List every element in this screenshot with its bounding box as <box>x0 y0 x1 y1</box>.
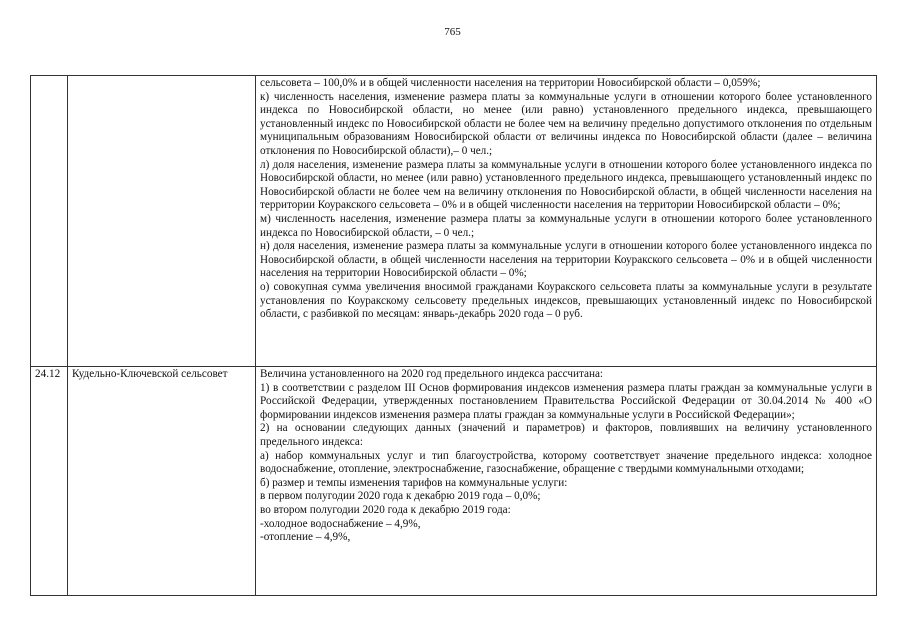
paragraph: сельсовета – 100,0% и в общей численности населения на территории Новосибирской области – 0,059%; <box>260 77 761 89</box>
document-table <box>30 75 877 596</box>
municipality-name-cell: Кудельно-Ключевской сельсовет <box>68 367 256 596</box>
paragraph: 2) на основании следующих данных (значений и параметров) и факторов, повлиявших на величину установленного предельного индекса: <box>260 422 872 448</box>
paragraph: о) совокупная сумма увеличения вносимой гражданами Коуракского сельсовета платы за коммунальные услуги в результате установления по Коуракскому сельсовету предельных индексов, превышающих установленный индекс по Новосибирской области, с разбивкой по месяцам: январь-декабрь 2020 года – 0 руб. <box>260 280 872 321</box>
paragraph: а) набор коммунальных услуг и тип благоустройства, которому соответствует значение предельного индекса: холодное водоснабжение, отопление, электроснабжение, газоснабжение, обращение с твердыми коммунальными отходами; <box>260 449 872 476</box>
paragraph: л) доля населения, изменение размера платы за коммунальные услуги в отношении которого более установленного индекса по Новосибирской области, но менее (или равно) установленного предельного индекса, превышающего установленный индекс по Новосибирской области не более чем на величину отклонения по Новосибирской области, в общей численности населения на территории Коуракского сельсовета – 0% и в общей численности населения на территории Новосибирской области – 0%; <box>260 158 872 212</box>
page-number: 765 <box>444 26 461 38</box>
paragraph: к) численность населения, изменение размера платы за коммунальные услуги в отношении которого более установленного индекса по Новосибирской области, но менее (или равно) установленного предельного индекса, превышающего установленный индекс по Новосибирской области не более чем на величину предельно допустимого отклонения по отдельным муниципальным образованиям Новосибирской области от величины индекса по Новосибирской области (далее – величина отклонения по Новосибирской области),– 0 чел.; <box>260 90 872 157</box>
paragraph: 1) в соответствии с разделом III Основ формирования индексов изменения размера платы граждан за коммунальные услуги в Российской Федерации, утвержденных постановлением Правительства Российской Федерации от 30.04.2014 № 400 «О формировании индексов изменения размера платы граждан за коммунальные услуги в Российской Федерации»; <box>260 381 872 421</box>
description-cell <box>256 367 877 596</box>
table-row <box>31 367 877 596</box>
paragraph: н) доля населения, изменение размера платы за коммунальные услуги в отношении которого более установленного индекса по Новосибирской области, в общей численности населения на территории Коуракского сельсовета – 0% и в общей численности населения на территории Новосибирской области – 0%; <box>260 240 872 280</box>
row-number-cell <box>31 76 68 367</box>
description-cell <box>256 76 877 367</box>
paragraph: -холодное водоснабжение – 4,9%, <box>260 517 421 530</box>
table-row <box>31 76 877 367</box>
paragraph: во втором полугодии 2020 года к декабрю 2019 года: <box>260 503 511 516</box>
row-number-cell: 24.12 <box>31 367 68 596</box>
paragraph: -отопление – 4,9%, <box>260 531 351 544</box>
paragraph: б) размер и темпы изменения тарифов на коммунальные услуги: <box>260 476 568 489</box>
municipality-name-cell <box>68 76 256 367</box>
paragraph: м) численность населения, изменение размера платы за коммунальные услуги в отношении которого более установленного индекса по Новосибирской области, – 0 чел.; <box>260 212 872 239</box>
paragraph: в первом полугодии 2020 года к декабрю 2019 года – 0,0%; <box>260 490 541 503</box>
paragraph: Величина установленного на 2020 год предельного индекса рассчитана: <box>260 368 604 380</box>
